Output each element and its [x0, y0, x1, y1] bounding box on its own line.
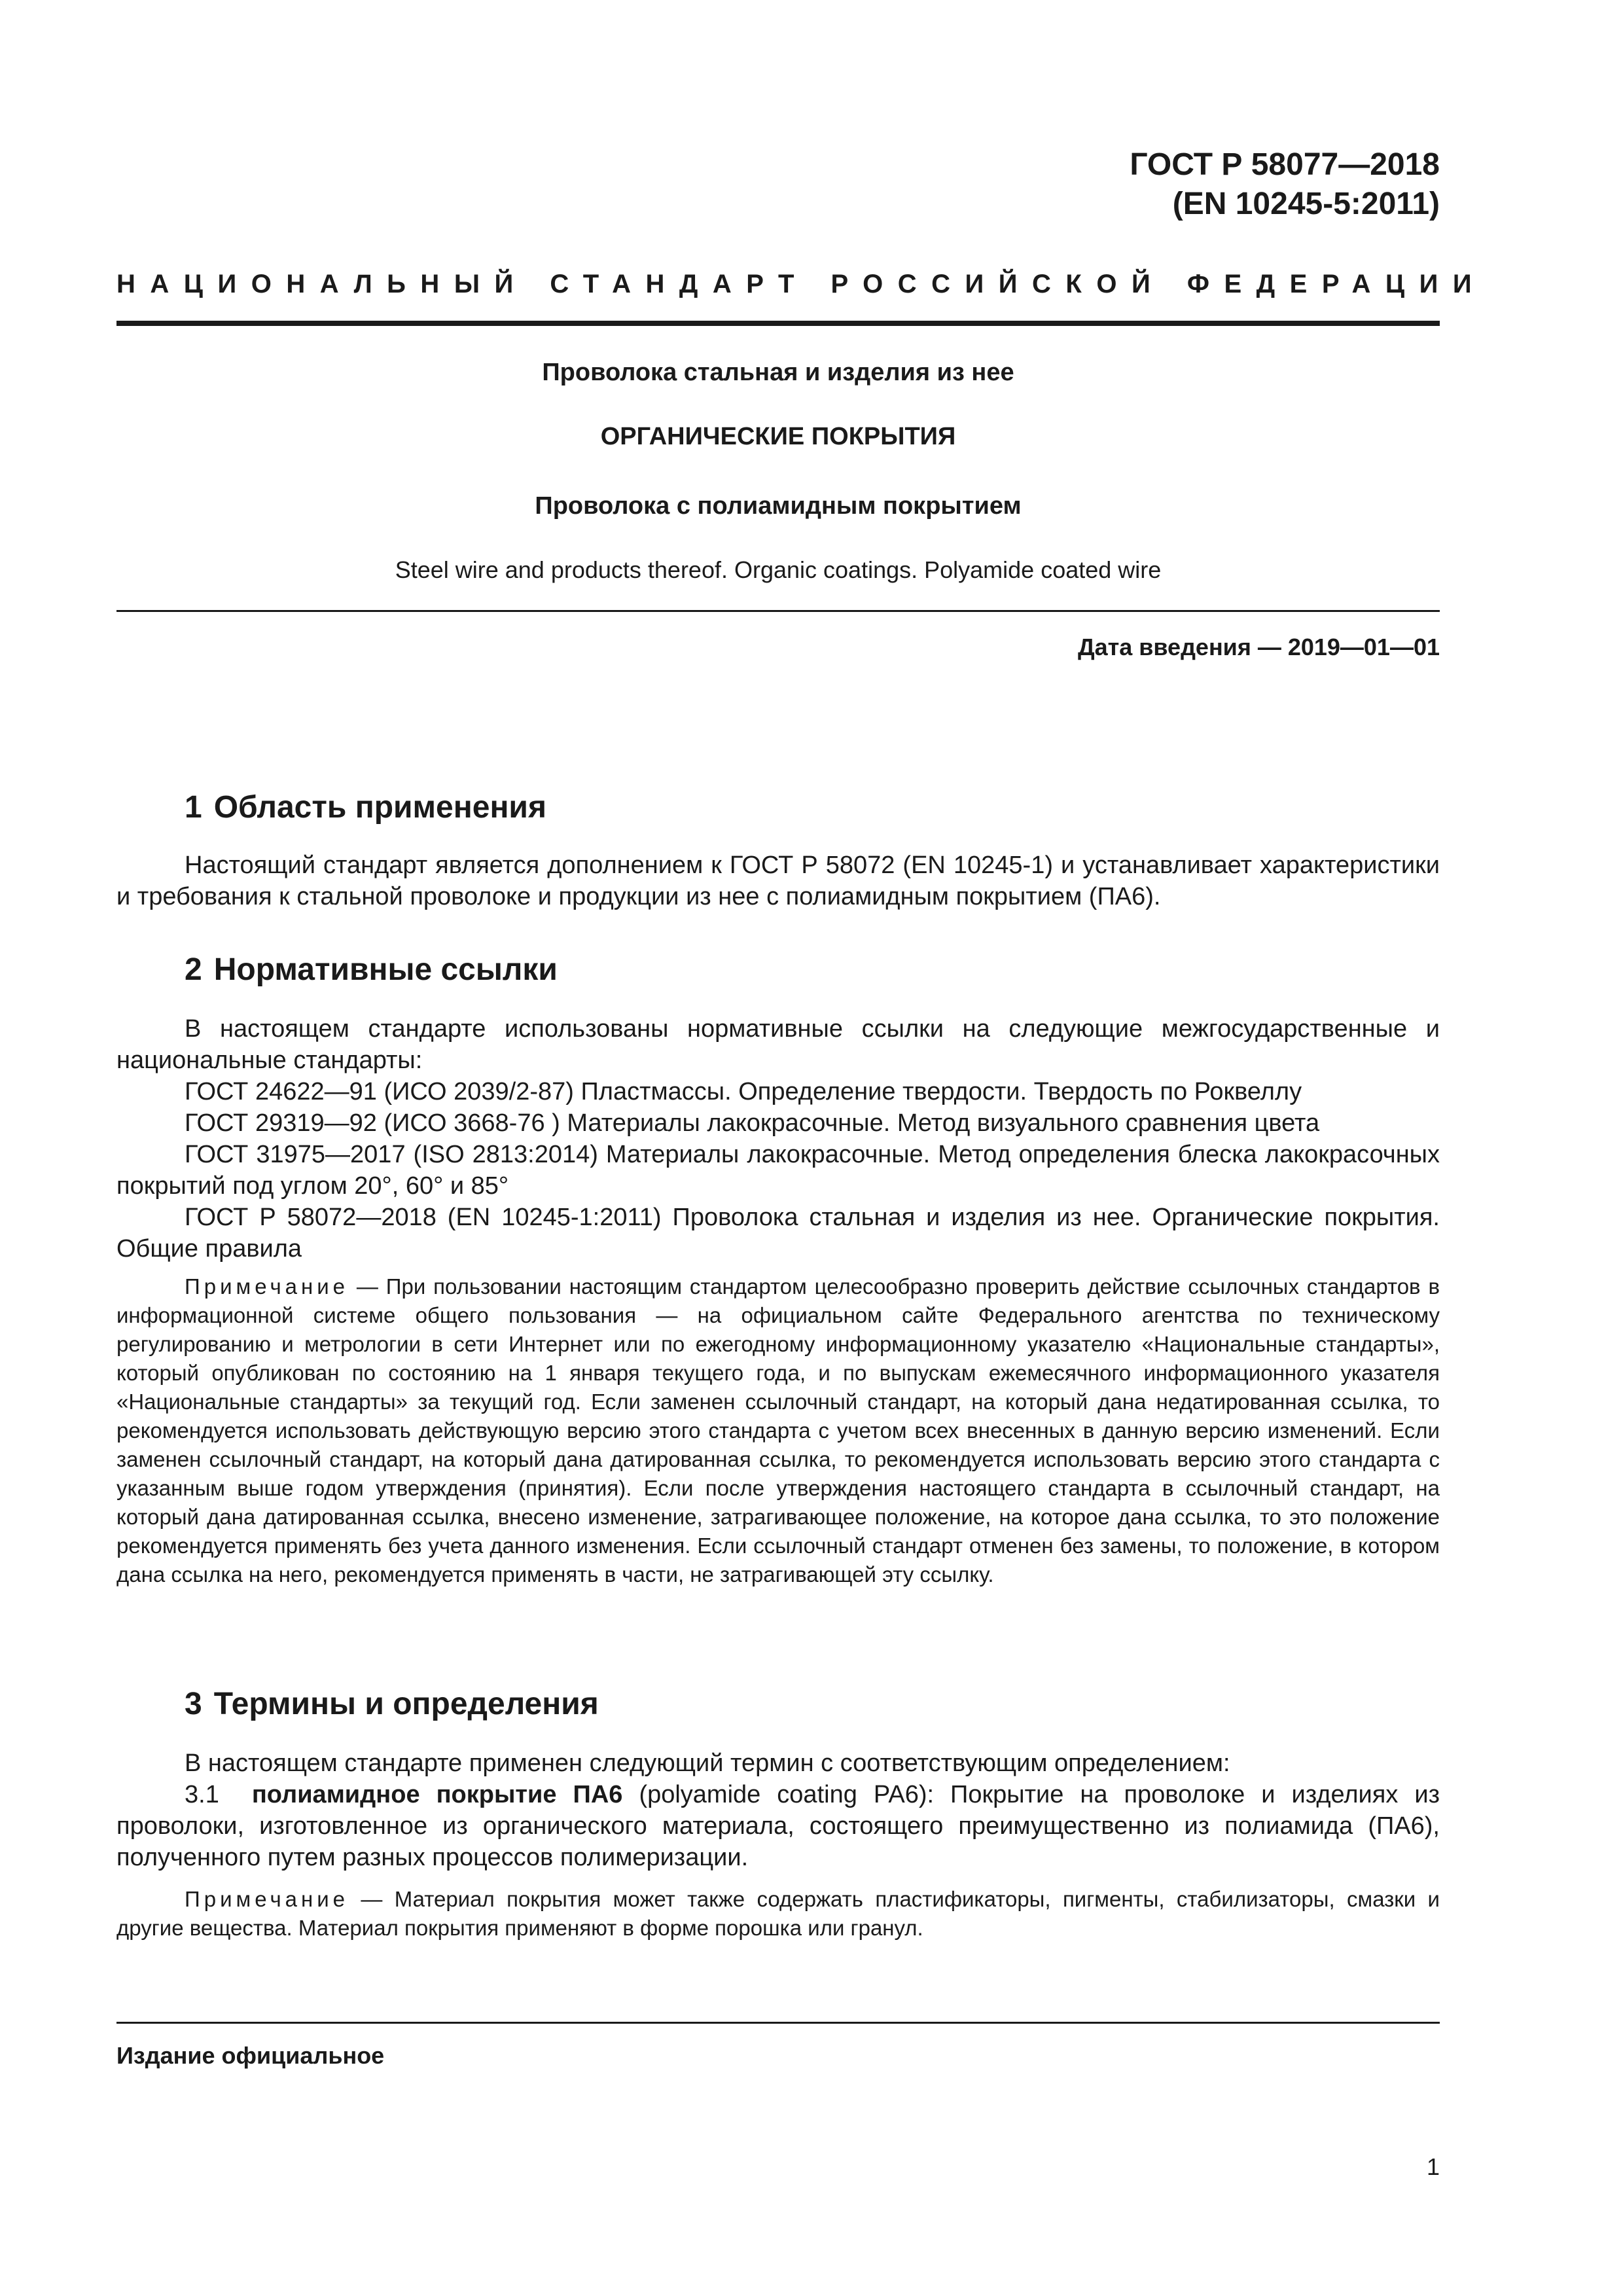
standard-number: ГОСТ Р 58077—2018: [1130, 147, 1440, 182]
title-line-2: ОРГАНИЧЕСКИЕ ПОКРЫТИЯ: [600, 423, 956, 450]
section-2-note: [116, 1272, 1440, 1589]
term-number: 3.1: [185, 1781, 219, 1808]
standard-en-equivalent: (EN 10245-5:2011): [1172, 187, 1440, 221]
section-1-title: Область применения: [213, 790, 546, 825]
note-label: Примечание: [185, 1887, 349, 1911]
reference-item: ГОСТ 24622—91 (ИСО 2039/2-87) Пластмассы. Определение твердости. Твердость по Роквеллу: [185, 1078, 1302, 1105]
title-line-3: Проволока с полиамидным покрытием: [535, 492, 1022, 520]
section-3-heading: [185, 1685, 599, 1724]
section-1-text: Настоящий стандарт является дополнением к ГОСТ Р 58072 (EN 10245-1) и устанавливает характеристики и требования к стальной проволоке и продукции из нее с полиамидным покрытием (ПА6).: [116, 852, 1440, 910]
title-divider: [116, 610, 1440, 612]
term-description: (polyamide coating PA6): Покрытие на проволоке и изделиях из проволоки, изготовленное из органического материала, состоящего преимущественно из полиамида (ПА6), полученного путем разных процессов полимеризации.: [116, 1781, 1440, 1871]
section-2-intro: В настоящем стандарте использованы нормативные ссылки на следующие межгосударственные и национальные стандарты:: [116, 1015, 1440, 1074]
reference-item: ГОСТ 31975—2017 (ISO 2813:2014) Материалы лакокрасочные. Метод определения блеска лакокрасочных покрытий под углом 20°, 60° и 85°: [116, 1141, 1440, 1200]
section-2-heading: [185, 950, 558, 990]
title-english: Steel wire and products thereof. Organic coatings. Polyamide coated wire: [395, 556, 1162, 583]
page-number: 1: [1426, 2153, 1440, 2180]
header-divider: [116, 321, 1440, 326]
reference-item: ГОСТ 29319—92 (ИСО 3668-76 ) Материалы лакокрасочные. Метод визуального сравнения цвета: [185, 1109, 1320, 1137]
term-name: полиамидное покрытие ПА6: [251, 1781, 623, 1808]
footer-divider: [116, 2022, 1440, 2024]
standard-id: [969, 145, 1440, 224]
note-text: — Материал покрытия может также содержать пластификаторы, пигменты, стабилизаторы, смазки и другие вещества. Материал покрытия применяют в форме порошка или гранул.: [116, 1887, 1440, 1940]
official-edition-label: Издание официальное: [116, 2042, 385, 2069]
note-label: Примечание: [185, 1274, 349, 1299]
section-3-intro: В настоящем стандарте применен следующий термин с соответствующим определением:: [185, 1749, 1230, 1777]
note-text: — При пользовании настоящим стандартом целесообразно проверить действие ссылочных стандартов в информационной системе общего пользования — на официальном сайте Федерального агентства по техническому регулированию и метрологии в сети Интернет или по ежегодному информационному указателю «Национальные стандарты», который опубликован по состоянию на 1 января текущего года, и по выпускам ежемесячного информационного указателя «Национальные стандарты» за текущий год. Если заменен ссылочный стандарт, на который дана недатированная ссылка, то рекомендуется использовать действующую версию этого стандарта с учетом всех внесенных в данную версию изменений. Если заменен ссылочный стандарт, на который дана датированная ссылка, то рекомендуется использовать версию этого стандарта с указанным выше годом утверждения (принятия). Если после утверждения настоящего стандарта в ссылочный стандарт, на который дана датированная ссылка, внесено изменение, затрагивающее положение, на которое дана ссылка, то это положение рекомендуется применять без учета данного изменения. Если ссылочный стандарт отменен без замены, то положение, в котором дана ссылка на него, рекомендуется применять в части, не затрагивающей эту ссылку.: [116, 1274, 1440, 1587]
section-3-note: [116, 1885, 1440, 1943]
title-line-1: Проволока стальная и изделия из нее: [542, 359, 1014, 386]
section-2-number: 2: [185, 952, 202, 987]
national-standard-banner: НАЦИОНАЛЬНЫЙ СТАНДАРТ РОССИЙСКОЙ ФЕДЕРАЦИИ: [116, 270, 1487, 298]
section-3-number: 3: [185, 1687, 202, 1721]
reference-item: ГОСТ Р 58072—2018 (EN 10245-1:2011) Проволока стальная и изделия из нее. Органические покрытия. Общие правила: [116, 1204, 1440, 1263]
introduction-date: Дата введения — 2019—01—01: [1077, 634, 1440, 660]
section-1-heading: [185, 788, 546, 827]
section-1-number: 1: [185, 790, 202, 825]
term-definition: [116, 1779, 1440, 1873]
section-2-title: Нормативные ссылки: [213, 952, 558, 987]
section-3-title: Термины и определения: [213, 1687, 599, 1721]
